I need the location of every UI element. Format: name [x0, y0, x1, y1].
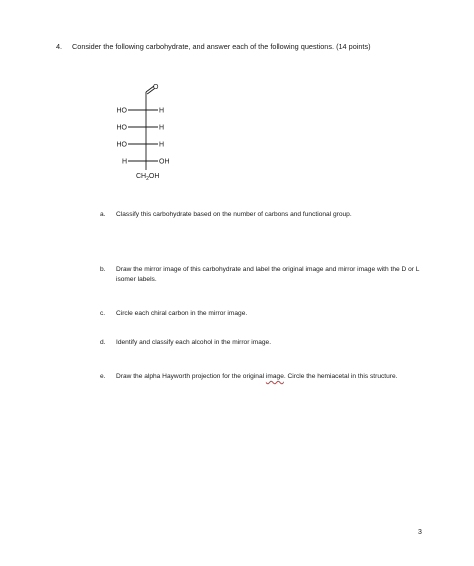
row-2-right: H [159, 124, 165, 132]
subquestion-letter: a. [100, 211, 106, 218]
question-prompt: Consider the following carbohydrate, and answer each of the following questions. (14 points) [72, 42, 371, 51]
row-4-left: H [121, 158, 127, 166]
subquestion-letter: d. [100, 339, 106, 346]
subquestion-text: Identify and classify each alcohol in the mirror image. [116, 339, 272, 346]
subquestion-b [100, 265, 430, 285]
subquestion-text: Draw the mirror image of this carbohydrate and label the original image and mirror image with the D or L isomer labels. [116, 266, 420, 283]
carbonyl-oxygen: O [153, 84, 159, 91]
question-header [56, 42, 371, 51]
spellcheck-underlined-word: image [265, 373, 284, 380]
row-3-left: HO [116, 141, 127, 149]
terminal-group: $CH_2OH$ [136, 173, 160, 182]
row-1-left: HO [116, 107, 127, 115]
subquestion-letter: c. [100, 310, 106, 317]
subquestion-letter: b. [100, 266, 106, 273]
subquestion-text: Classify this carbohydrate based on the number of carbons and functional group. [116, 211, 352, 218]
row-2-left: HO [116, 124, 127, 132]
page-number: 3 [418, 529, 422, 536]
subquestion-c [100, 309, 430, 319]
row-3-right: H [159, 141, 165, 149]
row-1-right: H [159, 107, 165, 115]
question-number: 4. [56, 42, 63, 51]
subquestion-a [100, 210, 430, 220]
subquestion-d [100, 338, 430, 348]
subquestion-text: Draw the alpha Hayworth projection for the original image. Circle the hemiacetal in this structure. [116, 373, 398, 380]
subquestion-letter: e. [100, 373, 106, 380]
subquestion-text: Circle each chiral carbon in the mirror image. [116, 310, 248, 317]
fischer-projection [100, 76, 200, 186]
row-4-right: OH [159, 158, 170, 166]
subquestion-e [100, 372, 430, 382]
